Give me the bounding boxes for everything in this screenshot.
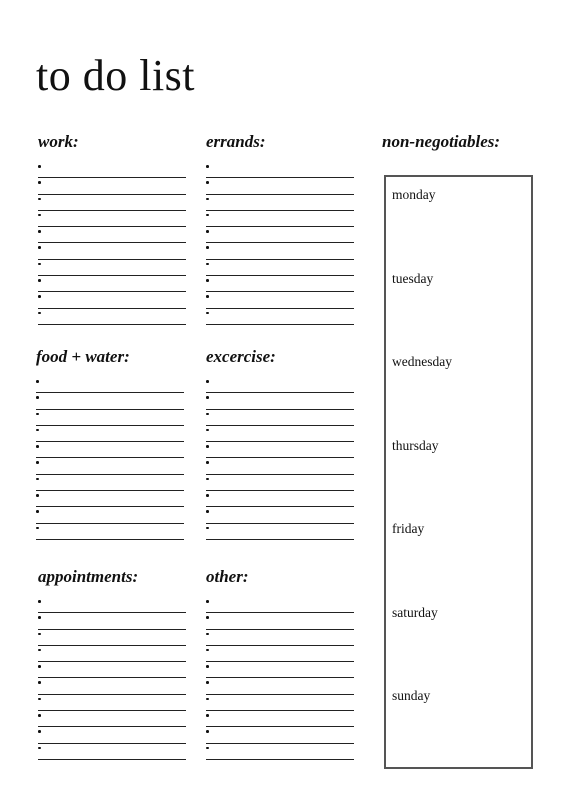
day-friday: friday bbox=[392, 521, 425, 536]
work-line[interactable] bbox=[38, 292, 186, 308]
food-water-line[interactable] bbox=[36, 442, 184, 458]
appointments-lines bbox=[38, 597, 186, 760]
exercise-line[interactable] bbox=[206, 491, 354, 507]
appointments-line[interactable] bbox=[38, 613, 186, 629]
work-line[interactable] bbox=[38, 178, 186, 194]
other-label: other: bbox=[206, 567, 249, 586]
errands-line[interactable] bbox=[206, 243, 354, 259]
errands-line[interactable] bbox=[206, 162, 354, 178]
exercise-line[interactable] bbox=[206, 393, 354, 409]
work-line[interactable] bbox=[38, 276, 186, 292]
work-line[interactable] bbox=[38, 243, 186, 259]
day-thursday: thursday bbox=[392, 438, 439, 453]
work-line[interactable] bbox=[38, 227, 186, 243]
work-line[interactable] bbox=[38, 260, 186, 276]
day-monday: monday bbox=[392, 187, 436, 202]
food-water-line[interactable] bbox=[36, 458, 184, 474]
other-section bbox=[206, 567, 356, 587]
food-water-line[interactable] bbox=[36, 426, 184, 442]
work-lines bbox=[38, 162, 186, 325]
other-line[interactable] bbox=[206, 744, 354, 760]
food-water-line[interactable] bbox=[36, 475, 184, 491]
exercise-line[interactable] bbox=[206, 426, 354, 442]
other-line[interactable] bbox=[206, 678, 354, 694]
errands-line[interactable] bbox=[206, 195, 354, 211]
errands-section bbox=[206, 132, 356, 152]
work-line[interactable] bbox=[38, 309, 186, 325]
errands-lines bbox=[206, 162, 354, 325]
exercise-label: excercise: bbox=[206, 347, 276, 366]
day-sunday: sunday bbox=[392, 688, 431, 703]
exercise-line[interactable] bbox=[206, 410, 354, 426]
food-water-line[interactable] bbox=[36, 377, 184, 393]
appointments-line[interactable] bbox=[38, 711, 186, 727]
exercise-line[interactable] bbox=[206, 475, 354, 491]
page-title: to do list bbox=[36, 51, 196, 100]
non-negotiables-label: non-negotiables: bbox=[382, 132, 501, 151]
appointments-section bbox=[38, 567, 188, 587]
errands-line[interactable] bbox=[206, 260, 354, 276]
food-water-line[interactable] bbox=[36, 491, 184, 507]
food-water-section bbox=[36, 347, 186, 367]
exercise-line[interactable] bbox=[206, 507, 354, 523]
work-section bbox=[38, 132, 188, 152]
other-line[interactable] bbox=[206, 630, 354, 646]
exercise-lines bbox=[206, 377, 354, 540]
work-label: work: bbox=[38, 132, 79, 151]
errands-line[interactable] bbox=[206, 227, 354, 243]
other-line[interactable] bbox=[206, 711, 354, 727]
appointments-line[interactable] bbox=[38, 678, 186, 694]
appointments-line[interactable] bbox=[38, 727, 186, 743]
exercise-line[interactable] bbox=[206, 524, 354, 540]
food-water-line[interactable] bbox=[36, 507, 184, 523]
appointments-line[interactable] bbox=[38, 646, 186, 662]
exercise-line[interactable] bbox=[206, 377, 354, 393]
work-line[interactable] bbox=[38, 211, 186, 227]
food-water-label: food + water: bbox=[36, 347, 130, 366]
appointments-line[interactable] bbox=[38, 744, 186, 760]
appointments-line[interactable] bbox=[38, 662, 186, 678]
food-water-line[interactable] bbox=[36, 410, 184, 426]
other-line[interactable] bbox=[206, 646, 354, 662]
day-tuesday: tuesday bbox=[392, 271, 434, 286]
errands-line[interactable] bbox=[206, 211, 354, 227]
other-line[interactable] bbox=[206, 727, 354, 743]
other-lines bbox=[206, 597, 354, 760]
appointments-line[interactable] bbox=[38, 630, 186, 646]
day-saturday: saturday bbox=[392, 605, 438, 620]
errands-label: errands: bbox=[206, 132, 266, 151]
food-water-line[interactable] bbox=[36, 524, 184, 540]
other-line[interactable] bbox=[206, 695, 354, 711]
other-line[interactable] bbox=[206, 597, 354, 613]
food-water-lines bbox=[36, 377, 184, 540]
exercise-section bbox=[206, 347, 356, 367]
appointments-line[interactable] bbox=[38, 597, 186, 613]
other-line[interactable] bbox=[206, 662, 354, 678]
errands-line[interactable] bbox=[206, 276, 354, 292]
other-line[interactable] bbox=[206, 613, 354, 629]
work-line[interactable] bbox=[38, 162, 186, 178]
appointments-line[interactable] bbox=[38, 695, 186, 711]
day-wednesday: wednesday bbox=[392, 354, 452, 369]
exercise-line[interactable] bbox=[206, 442, 354, 458]
non-negotiables-box bbox=[384, 175, 533, 769]
exercise-line[interactable] bbox=[206, 458, 354, 474]
errands-line[interactable] bbox=[206, 178, 354, 194]
errands-line[interactable] bbox=[206, 292, 354, 308]
errands-line[interactable] bbox=[206, 309, 354, 325]
work-line[interactable] bbox=[38, 195, 186, 211]
food-water-line[interactable] bbox=[36, 393, 184, 409]
appointments-label: appointments: bbox=[38, 567, 139, 586]
